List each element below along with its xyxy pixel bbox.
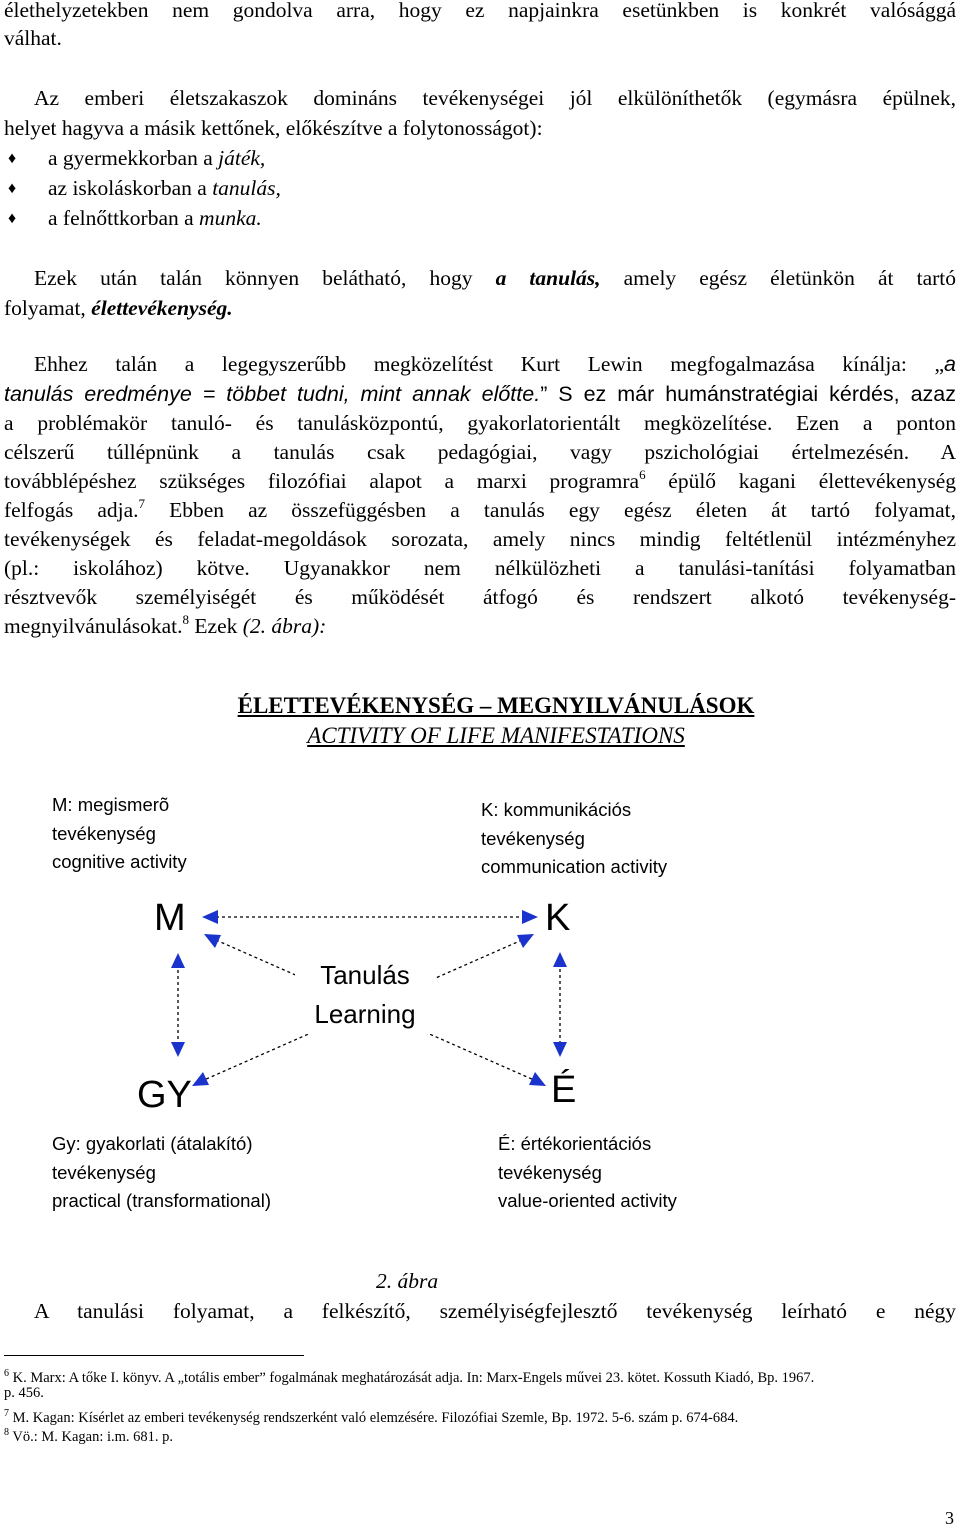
node-gy: GY — [137, 1074, 192, 1116]
page-number: 3 — [945, 1508, 954, 1528]
arrowhead-down-icon — [553, 1042, 567, 1057]
stage-bullet-school: ♦ az iskoláskorban a tanulás, — [8, 174, 960, 203]
arrowhead-up-icon — [553, 952, 567, 967]
node-e: É — [551, 1069, 577, 1111]
arrowhead-right-icon — [522, 910, 538, 924]
footnote-6-cont: p. 456. — [4, 1385, 44, 1401]
footnote-7: $^7$ M. Kagan: Kísérlet az emberi tevékenység rendszerként való elemzésére. Filozófiai Szemle, Bp. 1972. 5-6. szám p. 674-684. — [4, 1408, 739, 1426]
figure-title-en: ACTIVITY OF LIFE MANIFESTATIONS — [307, 723, 685, 748]
learning-line-1: Ezek után talán könnyen belátható, hogy a tanulás, amely egész életünkön át tartó — [34, 266, 956, 290]
arrowhead-up-icon — [171, 953, 185, 968]
lewin-line-10: megnyilvánulásokat.$^8$ Ezek (2. ábra): — [4, 612, 327, 638]
node-m: M — [154, 897, 186, 939]
diamond-bullet-icon: ♦ — [8, 150, 17, 167]
caption-k: K: kommunikációs tevékenység communication activity — [481, 799, 668, 877]
lewin-line-3: a problémakör tanuló- és tanulásközpontú, gyakorlatorientált megközelítése. Ezen a ponton — [4, 411, 956, 435]
stage-bullet-adult: ♦ a felnőttkorban a munka. — [8, 204, 960, 233]
lewin-line-6: felfogás adja.$^7$ Ebben az összefüggésben a tanulás egy egész életen át tartó folyamat, — [4, 496, 957, 522]
stages-line-2: helyet hagyva a másik kettőnek, előkészítve a folytonosságot): — [4, 116, 543, 140]
lewin-line-4: célszerű túllépnünk a tanulás csak pedagógiai, vagy pszichológiai értelmezésén. A — [4, 440, 956, 464]
intro-line-1: élethelyzetekben nem gondolva arra, hogy ez napjainkra esetünkben is konkrét valósággá — [4, 0, 956, 22]
footnote-6: $^6$ K. Marx: A tőke I. könyv. A „totális ember” fogalmának meghatározását adja. In: Marx-Engels művei 23. kötet. Kossuth Kiadó, Bp. 1967. — [4, 1368, 815, 1386]
lewin-line-7: tevékenységek és feladat-megoldások sorozata, amely nincs mindig feltétlenül intézményhez — [4, 527, 956, 551]
center-label: Tanulás Learning — [295, 956, 435, 1034]
diamond-bullet-icon: ♦ — [8, 210, 17, 227]
diamond-bullet-icon: ♦ — [8, 180, 17, 197]
figure-caption: 2. ábra — [376, 1269, 439, 1293]
stage-bullet-childhood: ♦ a gyermekkorban a játék, — [8, 144, 960, 173]
footnote-8: $^8$ Vö.: M. Kagan: i.m. 681. p. — [4, 1427, 174, 1445]
lewin-line-9: résztvevők személyiségét és működését átfogó és rendszert alkotó tevékenység- — [4, 585, 956, 609]
lewin-line-5: továbblépéshez szükséges filozófiai alapot a marxi programra$^6$ épülő kagani élettevékenység — [4, 467, 956, 493]
caption-m: M: megismerõ tevékenység cognitive activity — [52, 794, 187, 872]
after-figure-line: A tanulási folyamat, a felkészítő, személyiségfejlesztő tevékenység leírható e négy — [34, 1299, 956, 1323]
caption-gy: Gy: gyakorlati (átalakító) tevékenység practical (transformational) — [52, 1133, 271, 1211]
lewin-line-8: (pl.: iskolához) kötve. Ugyanakkor nem nélkülözheti a tanulási-tanítási folyamatban — [4, 556, 956, 580]
figure-title-hu: ÉLETTEVÉKENYSÉG – MEGNYILVÁNULÁSOK — [237, 693, 755, 718]
intro-line-2: válhat. — [4, 26, 62, 50]
caption-e: É: értékorientációs tevékenység value-oriented activity — [498, 1133, 677, 1211]
node-k: K — [545, 897, 571, 939]
arrowhead-left-icon — [202, 910, 218, 924]
lewin-line-2: tanulás eredménye = többet tudni, mint annak előtte.” S ez már humánstratégiai kérdés, azaz — [4, 382, 956, 406]
footnote-rule — [4, 1355, 304, 1356]
arrowhead-down-icon — [171, 1042, 185, 1057]
learning-line-2: folyamat, élettevékenység. — [4, 296, 233, 320]
lewin-line-1: Ehhez talán a legegyszerűbb megközelítést Kurt Lewin megfogalmazása kínálja: „a — [34, 352, 956, 376]
stages-line-1: Az emberi életszakaszok domináns tevékenységei jól elkülöníthetők (egymásra épülnek, — [34, 86, 956, 110]
